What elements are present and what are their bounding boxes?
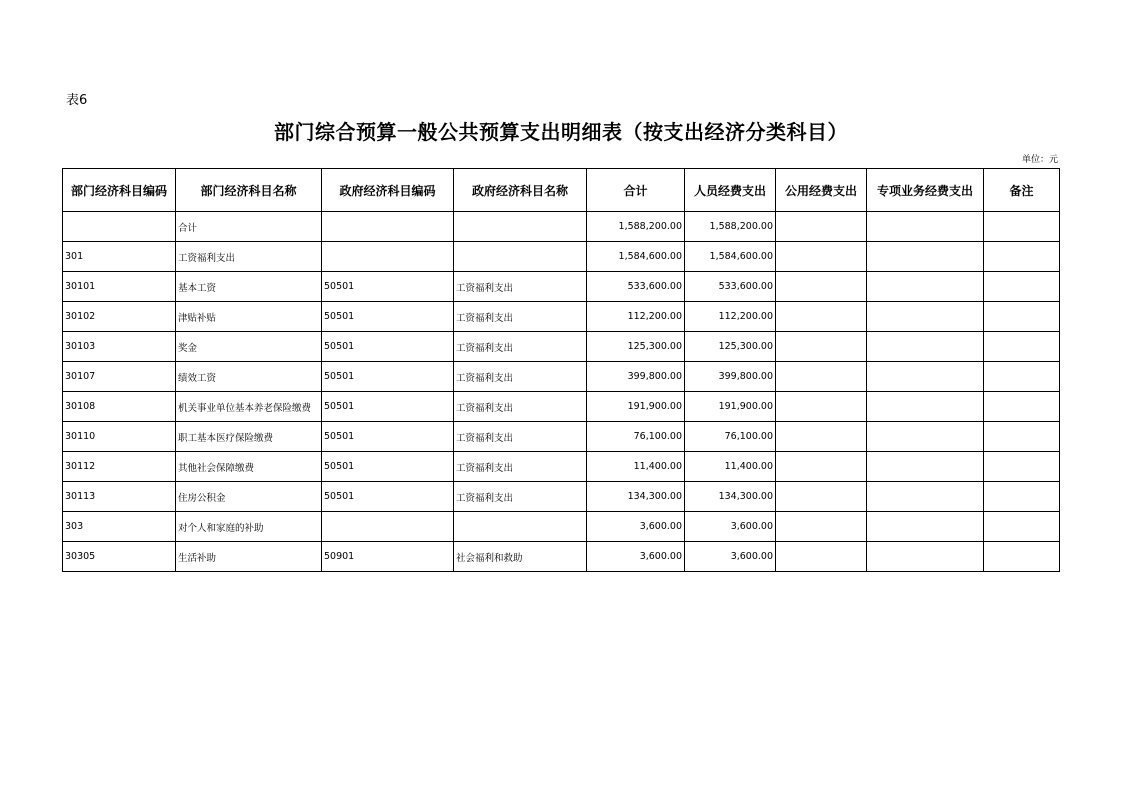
special-cell xyxy=(867,362,984,392)
total-cell: 134,300.00 xyxy=(587,482,685,512)
public-cell xyxy=(776,452,867,482)
header-special: 专项业务经费支出 xyxy=(867,169,984,212)
table-row xyxy=(63,482,1060,512)
dept-name-cell: 生活补助 xyxy=(176,542,322,572)
personnel-cell: 125,300.00 xyxy=(685,332,776,362)
special-cell xyxy=(867,302,984,332)
header-remark: 备注 xyxy=(984,169,1060,212)
header-dept-name: 部门经济科目名称 xyxy=(176,169,322,212)
personnel-cell: 112,200.00 xyxy=(685,302,776,332)
dept-name-cell: 绩效工资 xyxy=(176,362,322,392)
gov-code-cell: 50501 xyxy=(322,272,454,302)
gov-name-cell: 工资福利支出 xyxy=(454,392,587,422)
unit-label: 单位：元 xyxy=(1021,155,1058,165)
dept-name-cell: 工资福利支出 xyxy=(176,242,322,272)
dept-code-cell: 30112 xyxy=(63,452,176,482)
gov-name-cell xyxy=(454,212,587,242)
public-cell xyxy=(776,302,867,332)
gov-code-cell: 50501 xyxy=(322,332,454,362)
dept-name-cell: 住房公积金 xyxy=(176,482,322,512)
dept-code-cell: 30103 xyxy=(63,332,176,362)
remark-cell xyxy=(984,422,1060,452)
dept-name-cell: 其他社会保障缴费 xyxy=(176,452,322,482)
dept-name-cell: 机关事业单位基本养老保险缴费 xyxy=(176,392,322,422)
gov-code-cell: 50501 xyxy=(322,422,454,452)
header-gov-name: 政府经济科目名称 xyxy=(454,169,587,212)
gov-code-cell: 50501 xyxy=(322,452,454,482)
dept-code-cell: 301 xyxy=(63,242,176,272)
dept-code-cell xyxy=(63,212,176,242)
public-cell xyxy=(776,332,867,362)
personnel-cell: 191,900.00 xyxy=(685,392,776,422)
gov-name-cell: 工资福利支出 xyxy=(454,302,587,332)
remark-cell xyxy=(984,302,1060,332)
public-cell xyxy=(776,272,867,302)
total-cell: 191,900.00 xyxy=(587,392,685,422)
table-row xyxy=(63,272,1060,302)
public-cell xyxy=(776,362,867,392)
public-cell xyxy=(776,392,867,422)
dept-code-cell: 30102 xyxy=(63,302,176,332)
public-cell xyxy=(776,212,867,242)
personnel-cell: 134,300.00 xyxy=(685,482,776,512)
public-cell xyxy=(776,422,867,452)
table-row xyxy=(63,512,1060,542)
special-cell xyxy=(867,242,984,272)
personnel-cell: 76,100.00 xyxy=(685,422,776,452)
gov-name-cell: 工资福利支出 xyxy=(454,272,587,302)
page-title: 部门综合预算一般公共预算支出明细表（按支出经济分类科目） xyxy=(274,120,848,144)
gov-code-cell: 50501 xyxy=(322,392,454,422)
header-public: 公用经费支出 xyxy=(776,169,867,212)
table-row xyxy=(63,212,1060,242)
special-cell xyxy=(867,272,984,302)
header-personnel: 人员经费支出 xyxy=(685,169,776,212)
personnel-cell: 3,600.00 xyxy=(685,512,776,542)
header-gov-code: 政府经济科目编码 xyxy=(322,169,454,212)
gov-name-cell xyxy=(454,512,587,542)
personnel-cell: 3,600.00 xyxy=(685,542,776,572)
personnel-cell: 1,584,600.00 xyxy=(685,242,776,272)
special-cell xyxy=(867,542,984,572)
special-cell xyxy=(867,422,984,452)
remark-cell xyxy=(984,512,1060,542)
gov-code-cell: 50501 xyxy=(322,302,454,332)
gov-code-cell xyxy=(322,212,454,242)
personnel-cell: 11,400.00 xyxy=(685,452,776,482)
dept-code-cell: 30110 xyxy=(63,422,176,452)
remark-cell xyxy=(984,272,1060,302)
table-row xyxy=(63,452,1060,482)
gov-code-cell xyxy=(322,242,454,272)
table-number: 表6 xyxy=(66,93,88,108)
remark-cell xyxy=(984,212,1060,242)
gov-name-cell: 工资福利支出 xyxy=(454,452,587,482)
dept-code-cell: 30113 xyxy=(63,482,176,512)
dept-code-cell: 30108 xyxy=(63,392,176,422)
remark-cell xyxy=(984,362,1060,392)
total-cell: 3,600.00 xyxy=(587,542,685,572)
special-cell xyxy=(867,332,984,362)
public-cell xyxy=(776,242,867,272)
gov-name-cell: 工资福利支出 xyxy=(454,422,587,452)
personnel-cell: 399,800.00 xyxy=(685,362,776,392)
total-cell: 3,600.00 xyxy=(587,512,685,542)
total-cell: 533,600.00 xyxy=(587,272,685,302)
remark-cell xyxy=(984,242,1060,272)
gov-name-cell: 工资福利支出 xyxy=(454,482,587,512)
total-cell: 11,400.00 xyxy=(587,452,685,482)
dept-name-cell: 合计 xyxy=(176,212,322,242)
total-cell: 125,300.00 xyxy=(587,332,685,362)
dept-code-cell: 30107 xyxy=(63,362,176,392)
personnel-cell: 1,588,200.00 xyxy=(685,212,776,242)
special-cell xyxy=(867,482,984,512)
header-dept-code: 部门经济科目编码 xyxy=(63,169,176,212)
personnel-cell: 533,600.00 xyxy=(685,272,776,302)
table-row xyxy=(63,332,1060,362)
total-cell: 76,100.00 xyxy=(587,422,685,452)
dept-code-cell: 30305 xyxy=(63,542,176,572)
dept-name-cell: 基本工资 xyxy=(176,272,322,302)
dept-name-cell: 对个人和家庭的补助 xyxy=(176,512,322,542)
table-row xyxy=(63,392,1060,422)
gov-name-cell xyxy=(454,242,587,272)
gov-code-cell: 50901 xyxy=(322,542,454,572)
remark-cell xyxy=(984,482,1060,512)
gov-name-cell: 工资福利支出 xyxy=(454,332,587,362)
public-cell xyxy=(776,542,867,572)
total-cell: 1,588,200.00 xyxy=(587,212,685,242)
special-cell xyxy=(867,392,984,422)
gov-code-cell xyxy=(322,512,454,542)
public-cell xyxy=(776,482,867,512)
total-cell: 1,584,600.00 xyxy=(587,242,685,272)
dept-name-cell: 奖金 xyxy=(176,332,322,362)
header-total: 合计 xyxy=(587,169,685,212)
table-row xyxy=(63,242,1060,272)
gov-name-cell: 社会福利和救助 xyxy=(454,542,587,572)
remark-cell xyxy=(984,542,1060,572)
total-cell: 399,800.00 xyxy=(587,362,685,392)
budget-table xyxy=(62,168,1060,572)
dept-code-cell: 30101 xyxy=(63,272,176,302)
table-row xyxy=(63,542,1060,572)
gov-name-cell: 工资福利支出 xyxy=(454,362,587,392)
gov-code-cell: 50501 xyxy=(322,362,454,392)
total-cell: 112,200.00 xyxy=(587,302,685,332)
gov-code-cell: 50501 xyxy=(322,482,454,512)
dept-name-cell: 职工基本医疗保险缴费 xyxy=(176,422,322,452)
table-row xyxy=(63,422,1060,452)
dept-code-cell: 303 xyxy=(63,512,176,542)
remark-cell xyxy=(984,392,1060,422)
dept-name-cell: 津贴补贴 xyxy=(176,302,322,332)
public-cell xyxy=(776,512,867,542)
remark-cell xyxy=(984,332,1060,362)
special-cell xyxy=(867,512,984,542)
table-header-row xyxy=(63,169,1060,212)
special-cell xyxy=(867,212,984,242)
table-row xyxy=(63,362,1060,392)
table-row xyxy=(63,302,1060,332)
remark-cell xyxy=(984,452,1060,482)
special-cell xyxy=(867,452,984,482)
